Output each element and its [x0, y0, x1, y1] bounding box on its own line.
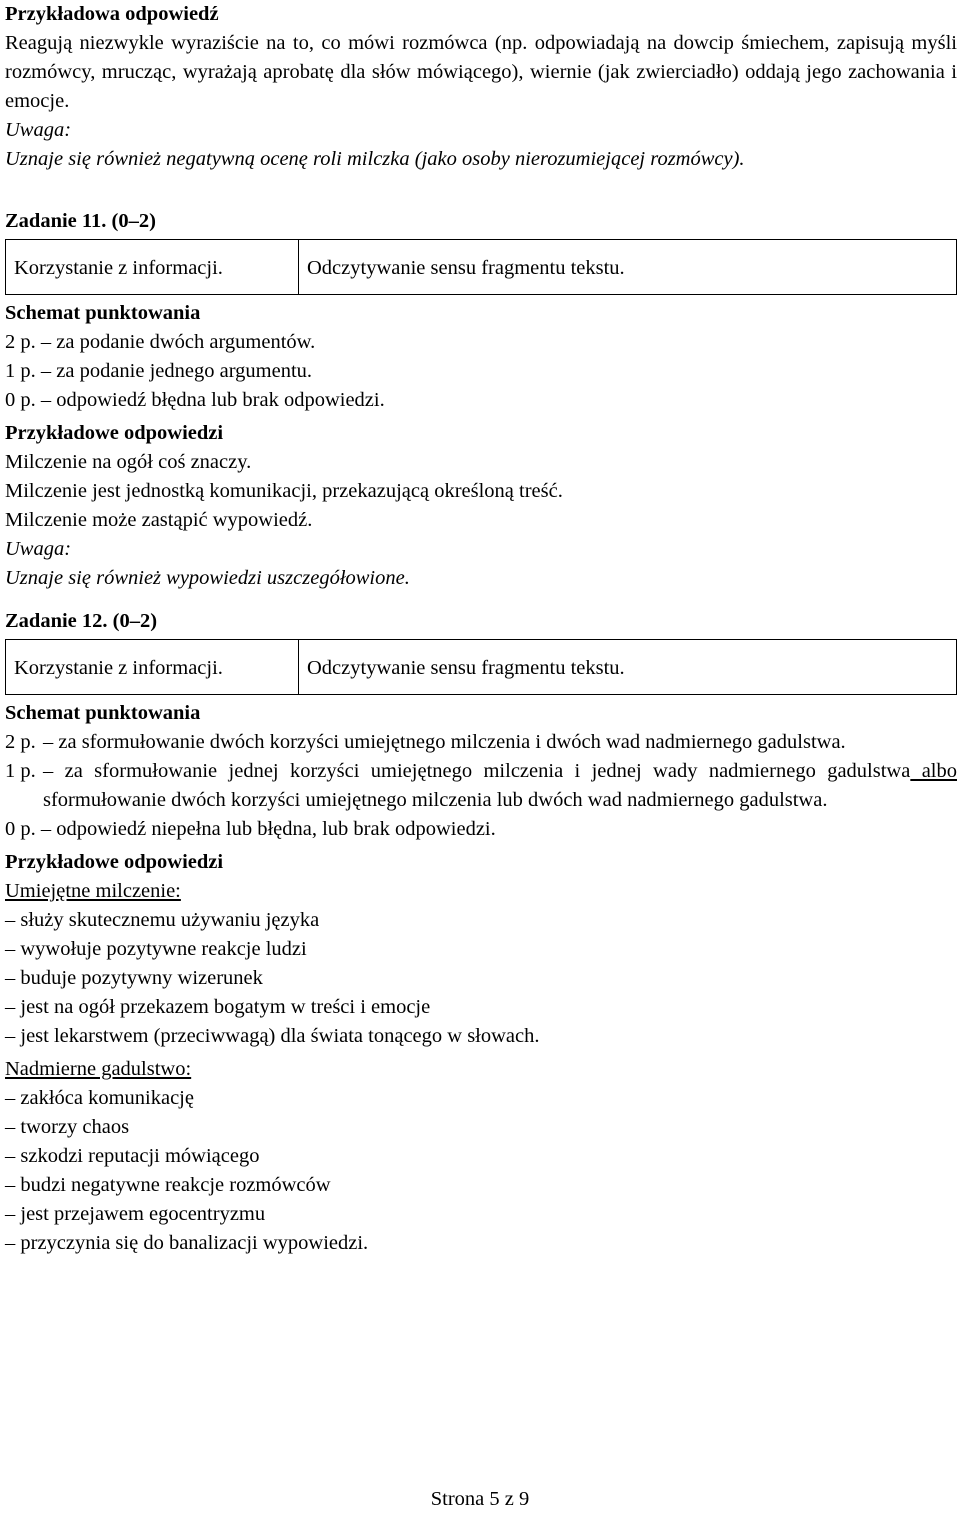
list-item: – buduje pozytywny wizerunek	[5, 967, 263, 989]
score-0-points: 0 p. – odpowiedź błędna lub brak odpowiedzi.	[5, 389, 385, 411]
page-number: Strona 5 z 9	[430, 1488, 530, 1510]
score-2-points	[5, 728, 957, 757]
score-2-points: 2 p. – za podanie dwóch argumentów.	[5, 331, 316, 353]
list-item: – szkodzi reputacji mówiącego	[5, 1145, 260, 1167]
score-1-point: 1 p. – za podanie jednego argumentu.	[5, 360, 313, 382]
list-item: – tworzy chaos	[5, 1116, 130, 1138]
example-answer: Milczenie może zastąpić wypowiedź.	[5, 509, 313, 531]
list-item: – jest na ogół przekazem bogatym w treści i emocje	[5, 996, 431, 1018]
exam-page	[5, 0, 957, 1258]
scoring-heading: Schemat punktowania	[5, 302, 201, 324]
task-11-title: Zadanie 11. (0–2)	[5, 210, 156, 232]
sample-answer-text: Reagują niezwykle wyraziście na to, co mówi rozmówca (np. odpowiadają na dowcip śmiechem, zapisują myśli rozmówcy, mrucząc, wyrażają aprobatę dla słów mówiącego), wiernie (jak zwierciadło) oddają jego zachowania i emocje.	[5, 32, 957, 112]
albo-connector: albo	[910, 760, 957, 782]
list-item: – jest przejawem egocentryzmu	[5, 1203, 266, 1225]
example-answer: Milczenie jest jednostką komunikacji, przekazującą określoną treść.	[5, 480, 563, 502]
list-heading-talkativeness: Nadmierne gadulstwo:	[5, 1058, 192, 1080]
skill-cell-specific: Odczytywanie sensu fragmentu tekstu.	[299, 640, 957, 695]
examples-heading: Przykładowe odpowiedzi	[5, 851, 224, 873]
points-description: – za sformułowanie dwóch korzyści umiejętnego milczenia i dwóch wad nadmiernego gadulstwa.	[43, 731, 846, 753]
list-item: – zakłóca komunikację	[5, 1087, 194, 1109]
task-12-skills-table	[5, 639, 957, 695]
list-item: – przyczynia się do banalizacji wypowiedzi.	[5, 1232, 369, 1254]
list-item: – budzi negatywne reakcje rozmówców	[5, 1174, 331, 1196]
example-answer: Milczenie na ogół coś znaczy.	[5, 451, 252, 473]
task-11-skills-table	[5, 239, 957, 295]
list-item: – wywołuje pozytywne reakcje ludzi	[5, 938, 307, 960]
skill-cell-general: Korzystanie z informacji.	[6, 240, 299, 295]
points-description-part: sformułowanie dwóch korzyści umiejętnego milczenia lub dwóch wad nadmiernego gadulstwa.	[43, 789, 828, 811]
examples-heading: Przykładowe odpowiedzi	[5, 422, 224, 444]
task-12-title: Zadanie 12. (0–2)	[5, 610, 158, 632]
skill-cell-general: Korzystanie z informacji.	[6, 640, 299, 695]
points-description	[43, 757, 957, 815]
note-text: Uznaje się również negatywną ocenę roli milczka (jako osoby nierozumiejącej rozmówcy).	[5, 148, 745, 170]
scoring-heading: Schemat punktowania	[5, 702, 201, 724]
score-0-points: 0 p. – odpowiedź niepełna lub błędna, lub brak odpowiedzi.	[5, 818, 496, 840]
points-description-part: – za sformułowanie jednej korzyści umiejętnego milczenia i jednej wady nadmiernego gadulstwa	[43, 760, 911, 782]
points-label: 2 p.	[5, 731, 36, 753]
list-heading-silence: Umiejętne milczenie:	[5, 880, 181, 902]
note-label: Uwaga:	[5, 119, 72, 141]
score-1-point	[5, 757, 957, 815]
skill-cell-specific: Odczytywanie sensu fragmentu tekstu.	[299, 240, 957, 295]
sample-answer-heading: Przykładowa odpowiedź	[5, 3, 219, 25]
note-label: Uwaga:	[5, 538, 72, 560]
list-item: – służy skutecznemu używaniu języka	[5, 909, 320, 931]
list-item: – jest lekarstwem (przeciwwagą) dla świata tonącego w słowach.	[5, 1025, 540, 1047]
note-text: Uznaje się również wypowiedzi uszczegółowione.	[5, 567, 410, 589]
points-label: 1 p.	[5, 760, 36, 782]
